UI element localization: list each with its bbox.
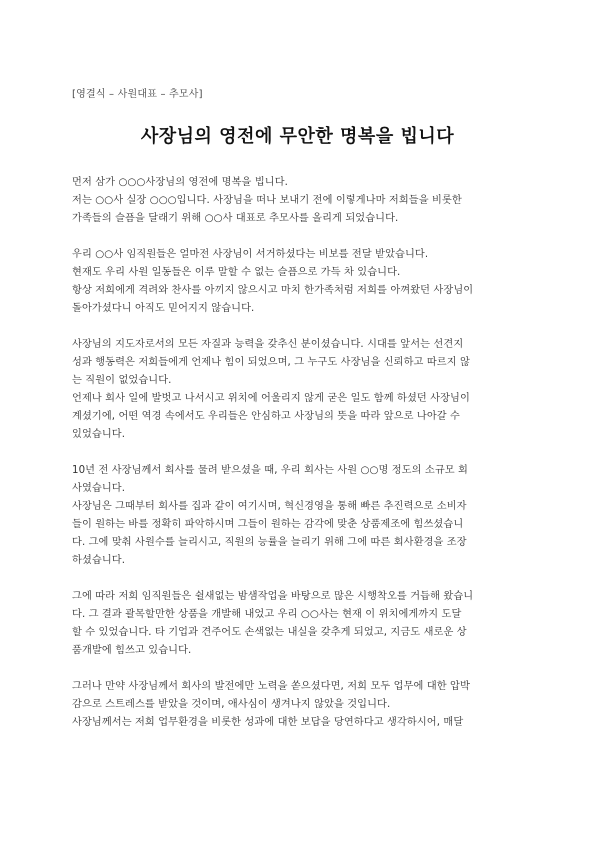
text-line: 그에 따라 저희 임직원들은 쉴새없는 밤샘작업을 바탕으로 많은 시행착오를 거듭해 왔습니 — [72, 591, 474, 602]
text-line: 돌아가셨다니 아직도 믿어지지 않습니다. — [72, 303, 255, 314]
text-line: 하셨습니다. — [72, 555, 126, 566]
text-line: 있었습니다. — [72, 429, 126, 440]
document-title: 사장님의 영전에 무안한 명복을 빕니다 — [140, 126, 455, 147]
paragraph-gap — [72, 444, 527, 462]
text-line: 할 수 있었습니다. 타 기업과 견주어도 손색없는 내실을 갖추게 되었고, 지금도 새로운 상 — [72, 627, 467, 638]
paragraph-gap — [72, 570, 527, 588]
text-line: 언제나 회사 일에 발벗고 나서시고 위치에 어울리지 않게 굳은 일도 함께 하셨던 사장님이 — [72, 393, 470, 404]
text-line: 저는 ○○사 실장 ○○○입니다. 사장님을 떠나 보내기 전에 이렇게나마 저희들을 비롯한 — [72, 195, 462, 206]
document-tag: [영결식 – 사원대표 – 추모사] — [72, 89, 203, 100]
text-line: 현재도 우리 사원 일동들은 이루 말할 수 없는 슬픔으로 가득 차 있습니다. — [72, 267, 401, 278]
text-line: 품개발에 힘쓰고 있습니다. — [72, 645, 192, 656]
paragraph — [72, 462, 527, 570]
text-line: 감으로 스트레스를 받았을 것이며, 애사심이 생겨나지 않았을 것입니다. — [72, 699, 391, 710]
text-line: 계셨기에, 어떤 역경 속에서도 우리들은 안심하고 사장님의 뜻을 따라 앞으로 나아갈 수 — [72, 411, 460, 422]
text-line: 우리 ○○사 임직원들은 얼마전 사장님이 서거하셨다는 비보를 전달 받았습니다. — [72, 249, 429, 260]
text-line: 다. 그 결과 괄목할만한 상품을 개발해 내었고 우리 ○○사는 현재 이 위치에게까지 도달 — [72, 609, 462, 620]
text-line: 사장님은 그때부터 회사를 집과 같이 여기시며, 혁신경영을 통해 빠른 추진력으로 소비자 — [72, 501, 467, 512]
paragraph — [72, 174, 527, 228]
text-line: 먼저 삼가 ○○○사장님의 영전에 명복을 빕니다. — [72, 177, 288, 188]
paragraph — [72, 246, 527, 318]
paragraph-gap — [72, 228, 527, 246]
text-line: 들이 원하는 바를 정확히 파악하시며 그들이 원하는 감각에 맞춘 상품제조에 힘쓰셨습니 — [72, 519, 464, 530]
paragraph-gap — [72, 660, 527, 678]
text-line: 항상 저희에게 격려와 찬사를 아끼지 않으시고 마치 한가족처럼 저희를 아껴왔던 사장님이 — [72, 285, 474, 296]
text-line: 다. 그에 맞춰 사원수를 늘리시고, 직원의 능률을 늘리기 위해 그에 따른 회사환경을 조장 — [72, 537, 467, 548]
text-line: 사장님의 지도자로서의 모든 자질과 능력을 갖추신 분이셨습니다. 시대를 앞서는 선견지 — [72, 339, 464, 350]
text-line: 는 직원이 없었습니다. — [72, 375, 172, 386]
text-line: 10년 전 사장님께서 회사를 물려 받으셨을 때, 우리 회사는 사원 ○○명 정도의 소규모 회 — [72, 465, 468, 476]
paragraph — [72, 678, 527, 732]
document-body — [72, 174, 527, 732]
text-line: 사였습니다. — [72, 483, 126, 494]
paragraph — [72, 588, 527, 660]
text-line: 그러나 만약 사장님께서 회사의 발전에만 노력을 쏟으셨다면, 저희 모두 업무에 대한 압박 — [72, 681, 470, 692]
text-line: 사장님께서는 저희 업무환경을 비롯한 성과에 대한 보답을 당연하다고 생각하시어, 매달 — [72, 717, 464, 728]
text-line: 성과 행동력은 저희들에게 언제나 힘이 되었으며, 그 누구도 사장님을 신뢰하고 따르지 않 — [72, 357, 470, 368]
text-line: 가족들의 슬픔을 달래기 위해 ○○사 대표로 추모사를 올리게 되었습니다. — [72, 213, 399, 224]
paragraph — [72, 336, 527, 444]
paragraph-gap — [72, 318, 527, 336]
